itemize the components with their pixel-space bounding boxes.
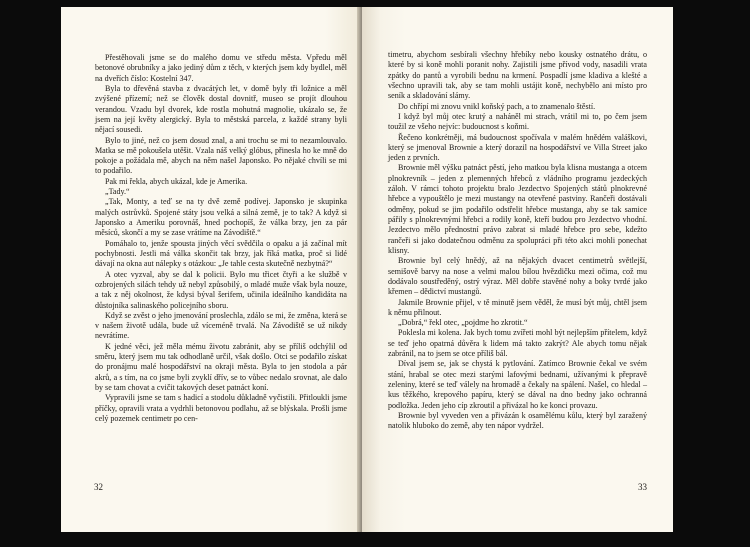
paragraph: Když se zvěst o jeho jmenování proslechla, zdálo se mi, že změna, která se v našem životě udála, bude už víceméně trvalá. Na Závodiště se už nikdy nevrátíme. <box>95 310 347 341</box>
page-number-right: 33 <box>638 482 647 492</box>
paragraph: A otec vyzval, aby se dal k policii. Bylo mu třicet čtyři a ke službě v ozbrojených silách tehdy už nebyl způsobilý, o mladé muže však byla nouze, a tak z něj okolnost, že kdysi býval šerifem, učinila ideálního kandidáta na důstojníka salinaského policejního sboru. <box>95 269 347 310</box>
paragraph: Řečeno konkrétněji, má budoucnost spočívala v malém hnědém valáškovi, který se jmenoval Brownie a který dorazil na hospodářství ve Villa Street jako jeden z prvních. <box>388 132 647 163</box>
paragraph: Vypravili jsme se tam s hadicí a stodolu důkladně vyčistili. Přitloukli jsme příčky, opravili vrata a vydrhli betonovou podlahu, až se blýskala. Prošli jsme celý pozemek centimetr po cen- <box>95 393 347 423</box>
paragraph: Jakmile Brownie přijel, v tě minutě jsem věděl, že musí být můj, chtěl jsem k němu přilnout. <box>388 297 647 317</box>
paragraph: Pak mi řekla, abych ukázal, kde je Amerika. <box>105 176 248 186</box>
paragraph: „Dobrá,“ řekl otec, „pojdme ho zkrotit.“ <box>398 318 528 328</box>
paragraph: K jedné věci, jež měla mému životu zabránit, aby se příliš odchýlil od směru, který jsem mu tak odhodlaně určil, však došlo. Otci se podařilo získat do pronájmu malé hospodářství na okraji města. Byla to jen stodola a pár akrů, a s tím, na co jsme byli zvyklí dřív, se to vůbec nedalo srovnat, ale dalo by se tam chovat a cvičit takových deset patnáct koní. <box>95 341 347 392</box>
page-number-left: 32 <box>94 482 103 492</box>
paragraph: Pomáhalo to, jenže spousta jiných věcí svědčila o opaku a já začínal mít pochybnosti. Jestli má válka skončit tak brzy, jak říká matka, proč si lidé dávají na okna aut nálepky s otázkou: „Je tahle cesta skutečně nezbytná?“ <box>95 238 347 269</box>
left-page-text <box>95 53 347 424</box>
paragraph: Poklesla mi kolena. Jak bych tomu zvířeti mohl být nejlepším přítelem, když se teď jeho opatrná důvěra k lidem má takto zakrýt? Ale abych tomu nějak zabránil, na to jsem se otce příliš bál. <box>388 328 647 359</box>
right-page-text <box>388 50 647 432</box>
paragraph: Díval jsem se, jak se chystá k pytlování. Zatímco Brownie čekal ve svém stání, hrabal se otec mezi starými lafovými bednami, užívanými k přepravě zeleniny, které se teď válely na hromadě a čekaly na spálení. Našel, co hledal – kus těžkého, krepového papíru, který se dával na dno bedny jako ochranná podložka. Jeden jeho cíp zkroutil a přivázal ho ke konci provazu. <box>388 359 647 410</box>
paragraph: Brownie měl výšku patnáct pěstí, jeho matkou byla klisna mustanga a otcem plnokrevník – jeden z plemenných hřebců z vládního programu jezdeckých záloh. V rámci tohoto projektu bralo Jezdectvo Spojených států plnokrevné hřebce a vypouštělo je mezi mustangy na otevřené pastviny. Rančeři dostávali odměny, pokud se jim podařilo odstřelit hřebce mustanga, aby se tak samice pářily s plnokrevnými hřebci a rodily koně, kteří budou pro Jezdectvo vhodní. Jezdectvo mělo přednostní právo zabrat si mladé hřebce pro sebe, kdežto rančeři si jako dodatečnou odměnu za spolupráci při této akci mohli ponechat klisny. <box>388 163 647 255</box>
paragraph: Bylo to jiné, než co jsem dosud znal, a ani trochu se mi to nezamlouvalo. Matka se mě pokoušela utěšit. Vzala náš velký glóbus, přinesla ho ke mně do pokoje a požádala mě, abych na něm našel Japonsko. Po nějaké chvíli se mi to podařilo. <box>95 135 347 176</box>
paragraph: timetru, abychom sesbírali všechny hřebíky nebo kousky ostnatého drátu, o které by si koně mohli poranit nohy. Zajistili jsme přívod vody, nasadili vrata zpátky do pantů a vyrobili bednu na krmení. Pospadlí jsme kladiva a klešté a všechno upravili tak, aby se tam mohli ustájit koně, nechybělo ani místo pro seník a skladování slámy. <box>388 50 647 101</box>
paragraph: I když byl můj otec krutý a naháněl mi strach, vrátil mi to, po čem jsem toužil ze všeho nejvíc: budoucnost s koňmi. <box>388 111 647 132</box>
paragraph: „Tak, Monty, a teď se na ty dvě země podívej. Japonsko je skupinka malých ostrůvků. Spojené státy jsou velká a silná země, je to tak? A když si Japonsko a Ameriku porovnáš, hned pochopíš, že válka brzy, jen za pár měsíců, skončí a my se zase vrátíme na Závodiště.“ <box>95 197 347 238</box>
paragraph: Byla to dřevěná stavba z dvacátých let, v domě byly tři ložnice a měl zvýšené přízemí; než se člověk dostal dovnitř, museo se projít dlouhou verandou. Vzadu byl dvorek, kde rostla mohutná magnolie, ukázalo se, že jsem na její květy alergický. Byla to městská parcela, z každé strany byli nějací sousedi. <box>95 83 347 135</box>
paragraph: Brownie byl vyveden ven a přivázán k osamělému kůlu, který byl zaražený natolik hluboko do země, aby ten nápor vydržel. <box>388 410 647 431</box>
paragraph: Do chřípí mi znovu vnikl koňský pach, a to znamenalo štěstí. <box>398 101 596 111</box>
paragraph: „Tady.“ <box>105 187 130 197</box>
left-page <box>61 7 361 532</box>
paragraph: Brownie byl celý hnědý, až na nějakých dvacet centimetrů světlejší, semišově barvy na nose a velmi malou bílou hvězdičku mezi očima, což mu dodávalo soustředěný, ostrý výraz. Měl dobře stavěné nohy a boky tvrdé jako křemen – dědictví mustangů. <box>388 256 647 297</box>
right-page <box>362 7 673 532</box>
paragraph: Přestěhovali jsme se do malého domu ve středu města. Vpředu měl betonové obrubníky a jako jediný dům z těch, v kterých jsem kdy bydlel, měl na dveřích číslo: Kostelní 347. <box>95 53 347 83</box>
